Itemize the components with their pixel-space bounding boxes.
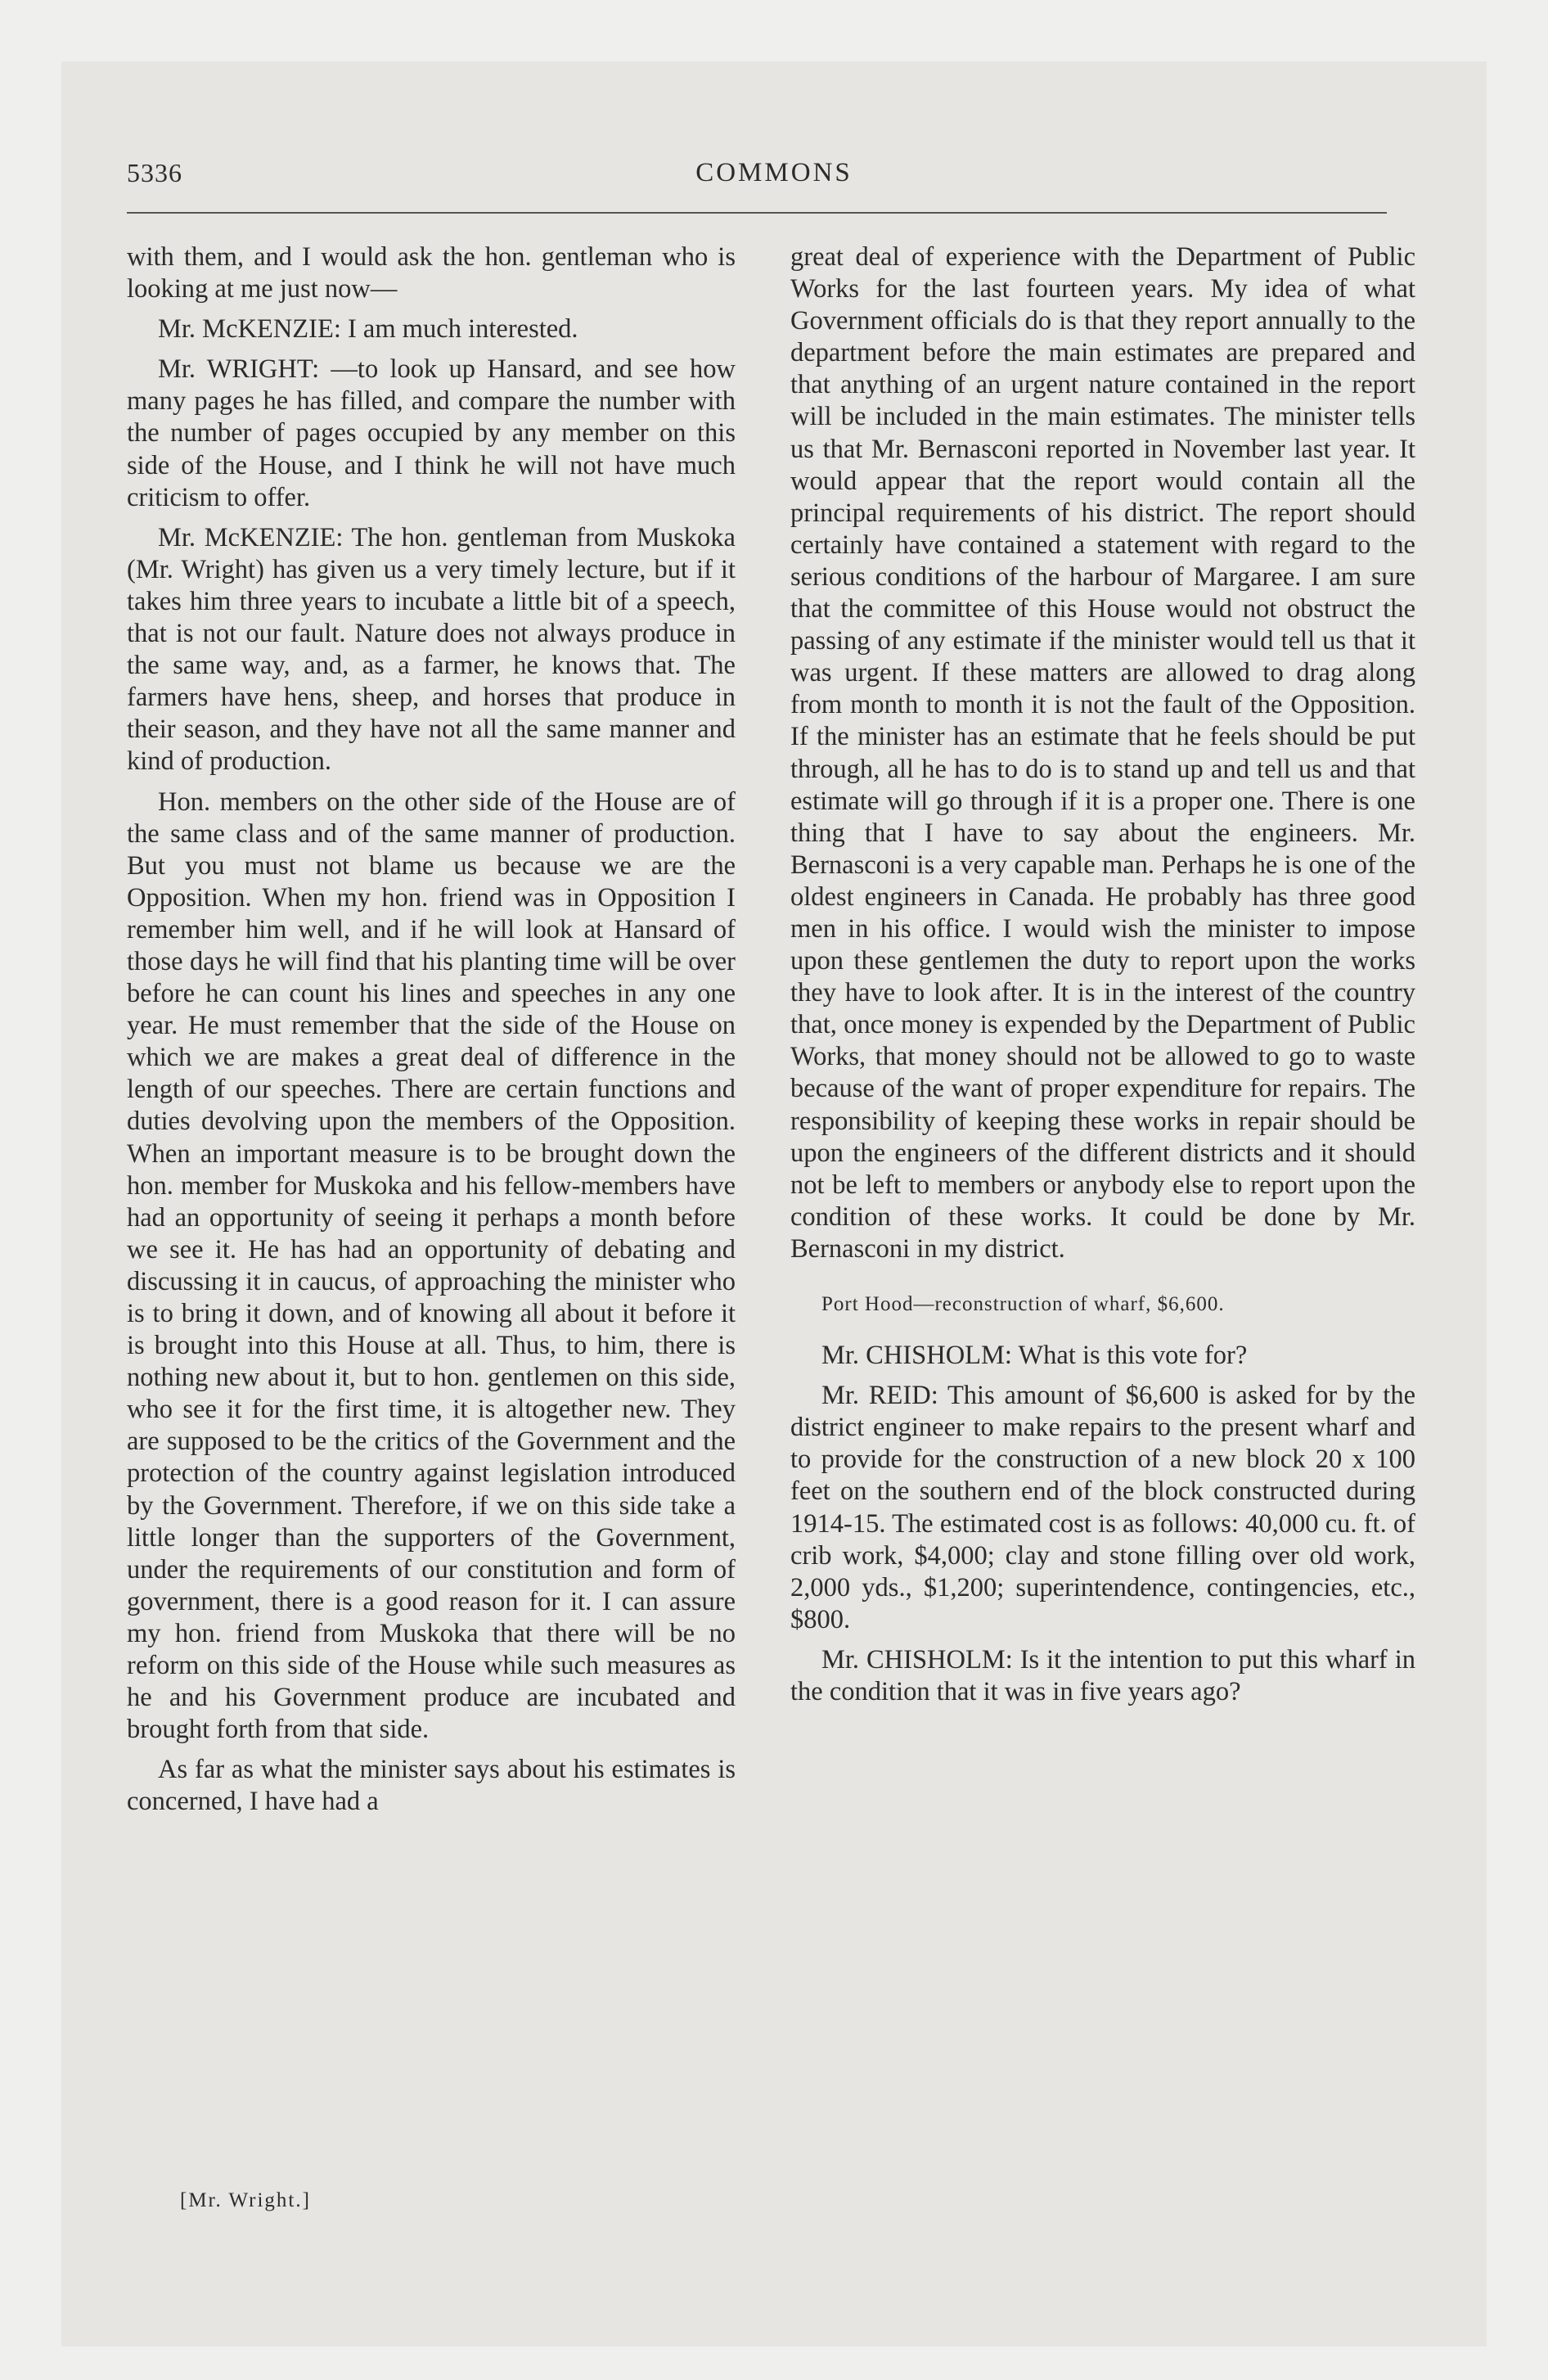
paragraph: Mr. McKENZIE: I am much interested. xyxy=(158,314,578,345)
running-head: COMMONS xyxy=(695,158,853,187)
paragraph: Mr. CHISHOLM: Is it the intention to put this wharf in the condition that it was in five years ago? xyxy=(790,1644,1415,1707)
paragraph: Mr. McKENZIE: The hon. gentleman from Muskoka (Mr. Wright) has given us a very timely lecture, but if it takes him three years to incubate a little bit of a speech, that is not our fault. Nature does not always produce in the same way, and, as a farmer, he knows that. The farmers have hens, sheep, and horses that produce in their season, and they have not all the same manner and kind of production. xyxy=(127,522,736,777)
page xyxy=(61,61,1487,2346)
right-column xyxy=(790,241,1415,1716)
paragraph: Mr. CHISHOLM: What is this vote for? xyxy=(821,1341,1248,1371)
paragraph: with them, and I would ask the hon. gentleman who is looking at me just now— xyxy=(127,242,736,304)
paragraph: Hon. members on the other side of the House are of the same class and of the same manner of production. But you must not blame us because we are the Opposition. When my hon. friend was in Opposition I remember him well, and if he will look at Hansard of those days he will find that his planting time will be over before he can count his lines and speeches in any one year. He must remember that the side of the House on which we are makes a great deal of difference in the length of our speeches. There are certain functions and duties devolving upon the members of the Opposition. When an important measure is to be brought down the hon. member for Muskoka and his fellow-members have had an opportunity of seeing it perhaps a month before we see it. He has had an opportunity of debating and discussing it in caucus, of approaching the minister who is to bring it down, and of knowing all about it before it is brought into this House at all. Thus, to him, there is nothing new about it, but to hon. gentlemen on this side, who see it for the first time, it is altogether new. They are supposed to be the critics of the Government and the protection of the country against legislation introduced by the Government. Therefore, if we on this side take a little longer than the supporters of the Government, under the requirements of our constitution and form of government, there is a good reason for it. I can assure my hon. friend from Muskoka that there will be no reform on this side of the House while such measures as he and his Government produce are incubated and brought forth from that side. xyxy=(127,787,736,1745)
paragraph: As far as what the minister says about his estimates is concerned, I have had a xyxy=(127,1755,736,1817)
page-number: 5336 xyxy=(127,158,182,187)
paragraph: Mr. REID: This amount of $6,600 is asked for by the district engineer to make repairs to the present wharf and to provide for the construction of a new block 20 x 100 feet on the southern end of the block constructed during 1914-15. The estimated cost is as follows: 40,000 cu. ft. of crib work, $4,000; clay and stone filling over old work, 2,000 yds., $1,200; superintendence, contingencies, etc., $800. xyxy=(790,1381,1415,1634)
left-column xyxy=(127,241,736,1827)
paragraph: Mr. WRIGHT: —to look up Hansard, and see how many pages he has filled, and compare the number with the number of pages occupied by any member on this side of the House, and I think he will not have much criticism to offer. xyxy=(127,354,736,512)
paragraph: great deal of experience with the Department of Public Works for the last fourteen years. My idea of what Government officials do is that they report annually to the department before the main estimates are prepared and that anything of an urgent nature contained in the report will be included in the main estimates. The minister tells us that Mr. Bernasconi reported in November last year. It would appear that the report would contain all the principal requirements of his district. The report should certainly have contained a statement with regard to the serious conditions of the harbour of Margaree. I am sure that the committee of this House would not obstruct the passing of any estimate if the minister would tell us that it was urgent. If these matters are allowed to drag along from month to month it is not the fault of the Opposition. If the minister has an estimate that he feels should be put through, all he has to do is to stand up and tell us and that estimate will go through if it is a proper one. There is one thing that I have to say about the engineers. Mr. Bernasconi is a very capable man. Perhaps he is one of the oldest engineers in Canada. He probably has three good men in his office. I would wish the minister to impose upon these gentlemen the duty to report upon the works they have to look after. It is in the interest of the country that, once money is expended by the Department of Public Works, that money should not be allowed to go to waste because of the want of proper expenditure for repairs. The responsibility of keeping these works in repair should be upon the engineers of the different districts and it should not be left to members or anybody else to report upon the condition of these works. It could be done by Mr. Bernasconi in my district. xyxy=(790,242,1415,1264)
estimate-item-heading: Port Hood—reconstruction of wharf, $6,600. xyxy=(821,1293,1225,1315)
header-rule xyxy=(127,212,1387,214)
footer-speaker-tag: [Mr. Wright.] xyxy=(180,2189,311,2211)
page-header xyxy=(61,61,1487,217)
